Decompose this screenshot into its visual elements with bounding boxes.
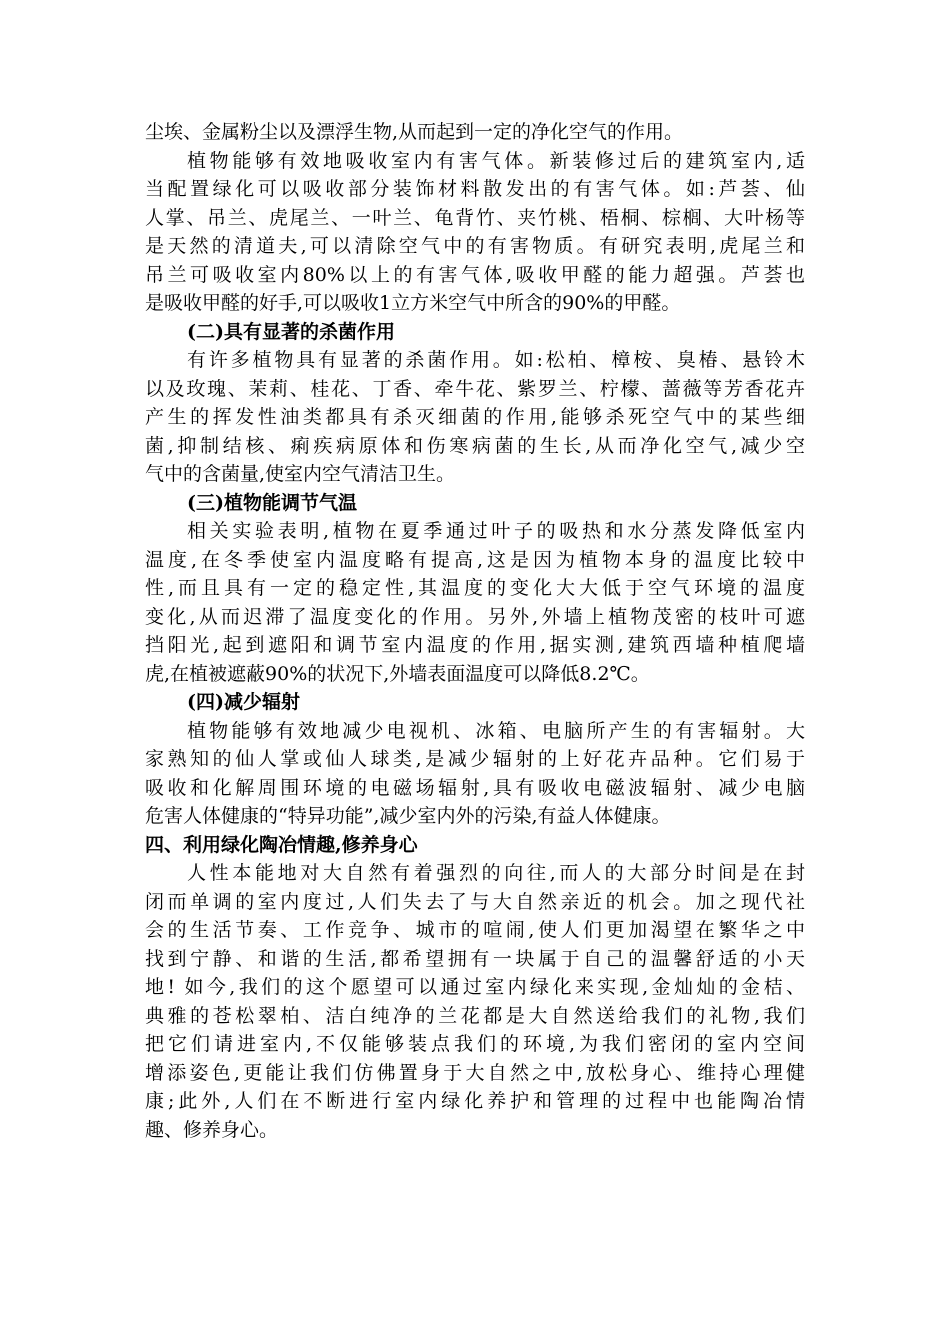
paragraph-line: 康;此外,人们在不断进行室内绿化养护和管理的过程中也能陶冶情 (145, 1090, 805, 1112)
paragraph-line: 温度,在冬季使室内温度略有提高,这是因为植物本身的温度比较中 (145, 548, 805, 571)
paragraph-line: 家熟知的仙人掌或仙人球类,是减少辐射的上好花卉品种。它们易于 (145, 748, 805, 770)
chapter-heading: 四、利用绿化陶冶情趣,修养身心 (145, 833, 418, 856)
paragraph-line: 闭而单调的室内度过,人们失去了与大自然亲近的机会。加之现代社 (145, 890, 805, 913)
paragraph-line: 地! 如今,我们的这个愿望可以通过室内绿化来实现,金灿灿的金桔、 (145, 976, 805, 998)
paragraph-line: 尘埃、金属粉尘以及漂浮生物,从而起到一定的净化空气的作用。 (145, 121, 684, 143)
paragraph-line: 人性本能地对大自然有着强烈的向往,而人的大部分时间是在封 (187, 862, 805, 884)
paragraph-line: 性,而且具有一定的稳定性,其温度的变化大大低于空气环境的温度 (145, 577, 805, 599)
paragraph-line: 吸收和化解周围环境的电磁场辐射,具有吸收电磁波辐射、减少电脑 (145, 776, 805, 799)
paragraph-line: 危害人体健康的“特异功能”,减少室内外的污染,有益人体健康。 (145, 805, 671, 827)
paragraph-line: 以及玫瑰、茉莉、桂花、丁香、牵牛花、紫罗兰、柠檬、蔷薇等芳香花卉 (145, 377, 805, 400)
paragraph-line: 是吸收甲醛的好手,可以吸收1立方米空气中所含的90%的甲醛。 (145, 292, 681, 314)
paragraph-line: 当配置绿化可以吸收部分装饰材料散发出的有害气体。如:芦荟、仙 (145, 178, 805, 200)
document-page (145, 118, 805, 1144)
paragraph-line: 吊兰可吸收室内80%以上的有害气体,吸收甲醛的能力超强。芦荟也 (145, 263, 805, 286)
paragraph-line: 菌,抑制结核、痢疾病原体和伤寒病菌的生长,从而净化空气,减少空 (145, 434, 805, 457)
paragraph-line: 人掌、吊兰、虎尾兰、一叶兰、龟背竹、夹竹桃、梧桐、棕榈、大叶杨等 (145, 206, 805, 229)
paragraph-line: 气中的含菌量,使室内空气清洁卫生。 (145, 463, 456, 485)
paragraph-line: 会的生活节奏、工作竞争、城市的喧闹,使人们更加渴望在繁华之中 (145, 919, 805, 941)
section-heading: (四)减少辐射 (187, 691, 300, 713)
section-heading: (三)植物能调节气温 (187, 491, 357, 514)
paragraph-line: 把它们请进室内,不仅能够装点我们的环境,为我们密闭的室内空间 (145, 1033, 805, 1055)
section-heading: (二)具有显著的杀菌作用 (187, 320, 395, 343)
paragraph-line: 典雅的苍松翠柏、洁白纯净的兰花都是大自然送给我们的礼物,我们 (145, 1004, 805, 1027)
paragraph-line: 是天然的清道夫,可以清除空气中的有害物质。有研究表明,虎尾兰和 (145, 235, 805, 257)
paragraph-line: 产生的挥发性油类都具有杀灭细菌的作用,能够杀死空气中的某些细 (145, 406, 805, 428)
paragraph-line: 植物能够有效地减少电视机、冰箱、电脑所产生的有害辐射。大 (187, 719, 805, 742)
paragraph-line: 找到宁静、和谐的生活,都希望拥有一块属于自己的温馨舒适的小天 (145, 947, 805, 970)
paragraph-line: 植物能够有效地吸收室内有害气体。新装修过后的建筑室内,适 (187, 149, 805, 172)
paragraph-line: 虎,在植被遮蔽90%的状况下,外墙表面温度可以降低8.2℃。 (145, 662, 650, 685)
paragraph-line: 相关实验表明,植物在夏季通过叶子的吸热和水分蒸发降低室内 (187, 520, 805, 542)
paragraph-line: 有许多植物具有显著的杀菌作用。如:松柏、樟桉、臭椿、悬铃木 (187, 349, 805, 371)
paragraph-line: 趣、修养身心。 (145, 1118, 279, 1141)
paragraph-line: 增添姿色,更能让我们仿佛置身于大自然之中,放松身心、维持心理健 (145, 1061, 805, 1084)
paragraph-line: 变化,从而迟滞了温度变化的作用。另外,外墙上植物茂密的枝叶可遮 (145, 605, 805, 628)
paragraph-line: 挡阳光,起到遮阳和调节室内温度的作用,据实测,建筑西墙种植爬墙 (145, 634, 805, 656)
